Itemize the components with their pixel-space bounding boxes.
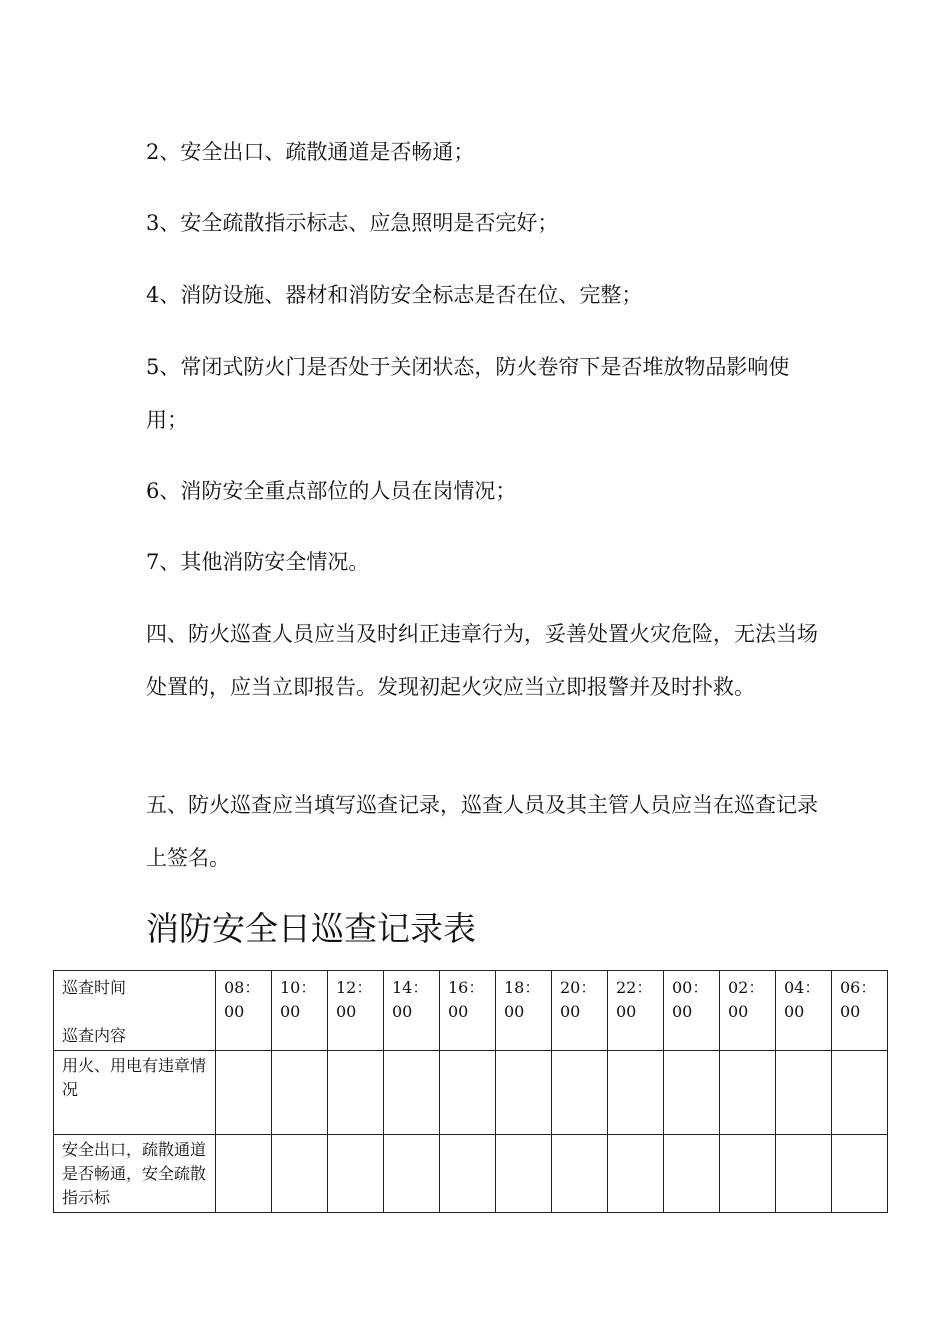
paragraph-item-3: 3、安全疏散指示标志、应急照明是否完好； xyxy=(146,211,559,235)
record-cell[interactable] xyxy=(496,1051,552,1135)
record-cell[interactable] xyxy=(720,1135,776,1213)
record-cell[interactable] xyxy=(608,1135,664,1213)
patrol-record-table xyxy=(53,970,888,1213)
time-header-cell: 14：00 xyxy=(384,971,440,1051)
time-header-cell: 20：00 xyxy=(552,971,608,1051)
record-cell[interactable] xyxy=(328,1051,384,1135)
record-cell[interactable] xyxy=(552,1135,608,1213)
time-header-cell: 02：00 xyxy=(720,971,776,1051)
record-cell[interactable] xyxy=(440,1051,496,1135)
record-cell[interactable] xyxy=(328,1135,384,1213)
record-cell[interactable] xyxy=(776,1135,832,1213)
record-cell[interactable] xyxy=(552,1051,608,1135)
time-header-cell: 00：00 xyxy=(664,971,720,1051)
table-header-diagonal-cell xyxy=(54,971,216,1051)
record-cell[interactable] xyxy=(272,1135,328,1213)
record-cell[interactable] xyxy=(384,1135,440,1213)
header-content-label: 巡查内容 xyxy=(62,1026,127,1045)
time-header-cell: 06：00 xyxy=(832,971,888,1051)
paragraph-item-7: 7、其他消防安全情况。 xyxy=(146,550,370,574)
table-row xyxy=(54,1135,888,1213)
record-cell[interactable] xyxy=(832,1135,888,1213)
record-cell[interactable] xyxy=(440,1135,496,1213)
header-time-label: 巡查时间 xyxy=(62,978,127,997)
table-header-row xyxy=(54,971,888,1051)
record-cell[interactable] xyxy=(720,1051,776,1135)
time-header-cell: 18：00 xyxy=(496,971,552,1051)
record-cell[interactable] xyxy=(832,1051,888,1135)
record-cell[interactable] xyxy=(776,1051,832,1135)
row-content-label: 安全出口，疏散通道是否畅通，安全疏散指示标 xyxy=(54,1135,216,1213)
time-header-cell: 22：00 xyxy=(608,971,664,1051)
record-cell[interactable] xyxy=(216,1051,272,1135)
row-content-label: 用火、用电有违章情况 xyxy=(54,1051,216,1135)
table-title: 消防安全日巡查记录表 xyxy=(146,909,476,948)
record-cell[interactable] xyxy=(384,1051,440,1135)
time-header-cell: 08：00 xyxy=(216,971,272,1051)
record-cell[interactable] xyxy=(216,1135,272,1213)
paragraph-item-2: 2、安全出口、疏散通道是否畅通； xyxy=(146,140,475,164)
time-header-cell: 10：00 xyxy=(272,971,328,1051)
time-header-cell: 04：00 xyxy=(776,971,832,1051)
paragraph-item-5: 5、常闭式防火门是否处于关闭状态，防火卷帘下是否堆放物品影响使用； xyxy=(146,355,790,432)
record-cell[interactable] xyxy=(496,1135,552,1213)
table-row xyxy=(54,1051,888,1135)
record-cell[interactable] xyxy=(664,1051,720,1135)
time-header-cell: 12：00 xyxy=(328,971,384,1051)
paragraph-item-4: 4、消防设施、器材和消防安全标志是否在位、完整； xyxy=(146,283,643,307)
time-header-cell: 16：00 xyxy=(440,971,496,1051)
paragraph-item-6: 6、消防安全重点部位的人员在岗情况； xyxy=(146,479,517,503)
record-cell[interactable] xyxy=(664,1135,720,1213)
record-cell[interactable] xyxy=(272,1051,328,1135)
record-cell[interactable] xyxy=(608,1051,664,1135)
paragraph-section-5: 五、防火巡查应当填写巡查记录，巡查人员及其主管人员应当在巡查记录上签名。 xyxy=(146,793,818,870)
paragraph-section-4: 四、防火巡查人员应当及时纠正违章行为，妥善处置火灾危险，无法当场处置的，应当立即报告。发现初起火灾应当立即报警并及时扑救。 xyxy=(146,622,818,699)
